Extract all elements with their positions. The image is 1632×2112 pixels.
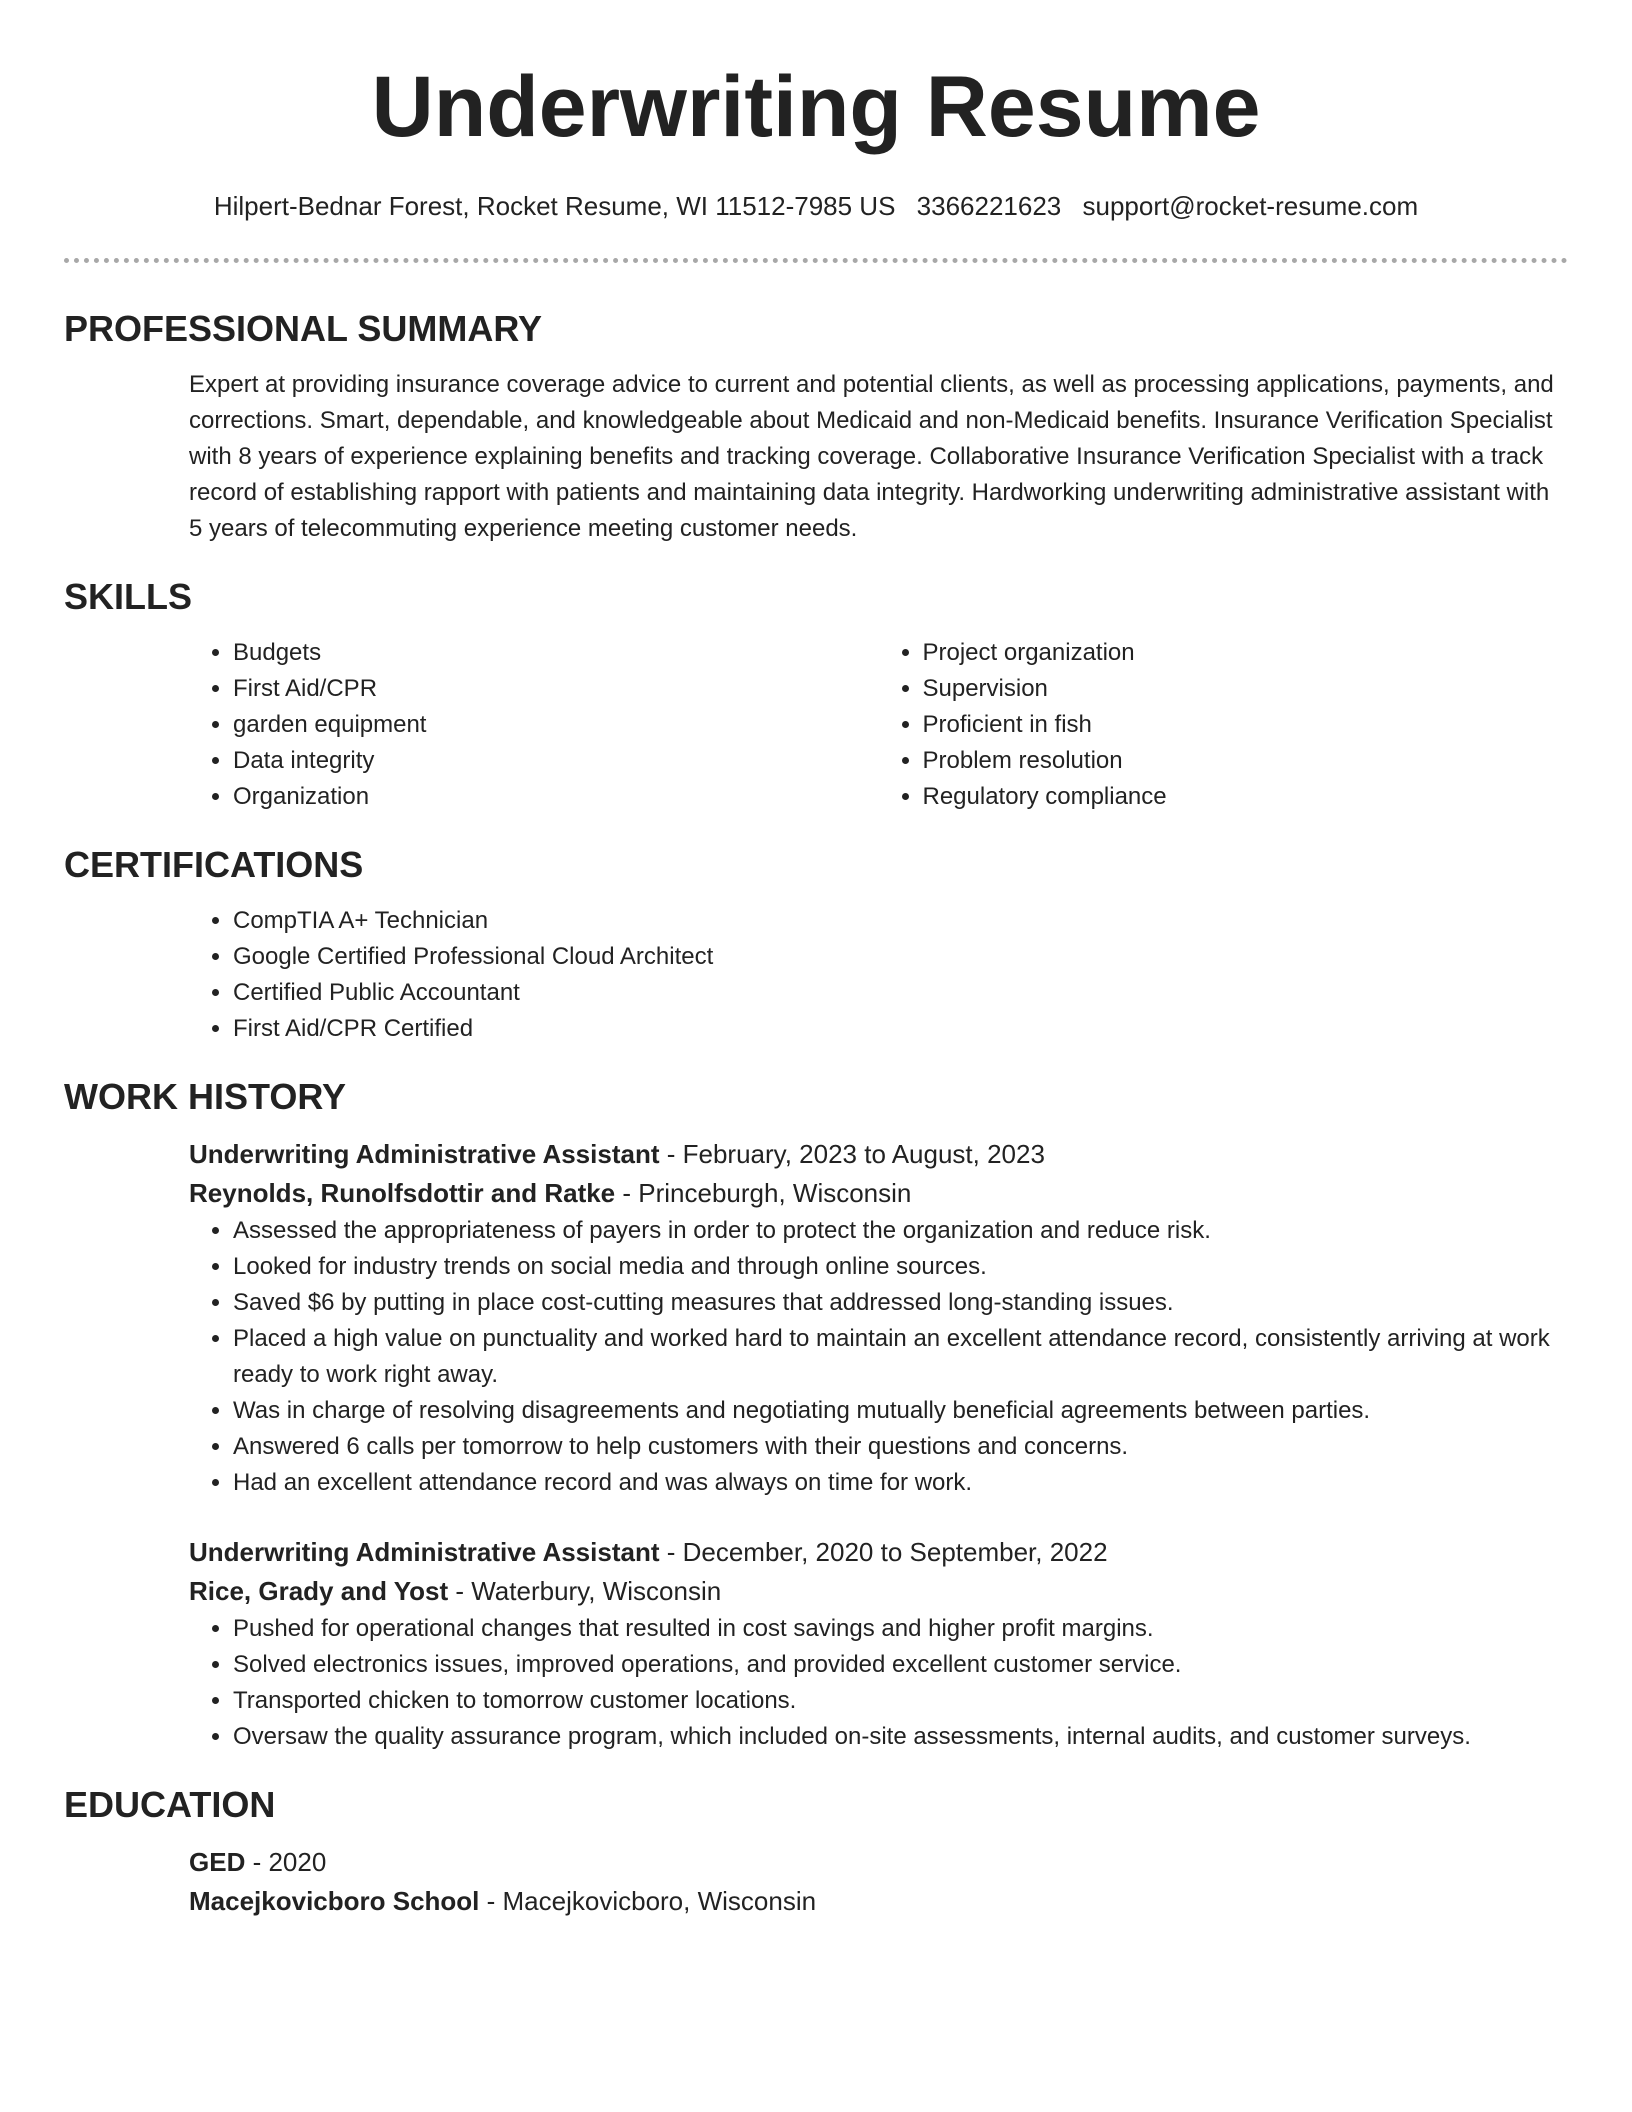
education-entry bbox=[189, 1843, 1568, 1921]
education-degree-line bbox=[189, 1843, 1568, 1882]
job-bullet: • Looked for industry trends on social media and through online sources. bbox=[233, 1249, 1568, 1285]
job-company-line bbox=[189, 1572, 1568, 1611]
job-dates: - February, 2023 to August, 2023 bbox=[659, 1139, 1045, 1169]
contact-line bbox=[64, 188, 1568, 224]
contact-address: Hilpert-Bednar Forest, Rocket Resume, WI 11512-7985 US bbox=[213, 191, 896, 221]
summary-section bbox=[189, 367, 1568, 547]
skills-list-right bbox=[879, 635, 1569, 815]
job-title: Underwriting Administrative Assistant bbox=[189, 1537, 660, 1567]
job-title-line bbox=[189, 1533, 1568, 1572]
job-location: - Waterbury, Wisconsin bbox=[448, 1576, 722, 1606]
skills-section bbox=[189, 635, 1568, 815]
skill-item: • First Aid/CPR bbox=[233, 671, 879, 707]
work-history-heading: WORK HISTORY bbox=[64, 1076, 347, 1117]
job-location: - Princeburgh, Wisconsin bbox=[615, 1178, 912, 1208]
skills-list-left bbox=[189, 635, 879, 815]
education-heading: EDUCATION bbox=[64, 1784, 276, 1825]
header-divider bbox=[64, 258, 1568, 263]
job-bullets bbox=[189, 1611, 1568, 1755]
job-entry bbox=[189, 1533, 1568, 1755]
certifications-section bbox=[189, 903, 1568, 1047]
skill-item: • Supervision bbox=[923, 671, 1569, 707]
job-title: Underwriting Administrative Assistant bbox=[189, 1139, 660, 1169]
job-bullet: • Answered 6 calls per tomorrow to help customers with their questions and concerns. bbox=[233, 1429, 1568, 1465]
skills-heading: SKILLS bbox=[64, 576, 193, 617]
education-year: - 2020 bbox=[245, 1847, 327, 1877]
job-bullet: • Was in charge of resolving disagreements and negotiating mutually beneficial agreements between parties. bbox=[233, 1393, 1568, 1429]
contact-email: support@rocket-resume.com bbox=[1082, 191, 1419, 221]
job-bullet: • Solved electronics issues, improved operations, and provided excellent customer service. bbox=[233, 1647, 1568, 1683]
education-location: - Macejkovicboro, Wisconsin bbox=[479, 1886, 817, 1916]
job-bullet: • Placed a high value on punctuality and worked hard to maintain an excellent attendance record, consistently arriving at work ready to work right away. bbox=[233, 1321, 1568, 1393]
job-bullet: • Saved $6 by putting in place cost-cutting measures that addressed long-standing issues. bbox=[233, 1285, 1568, 1321]
certification-item: • Google Certified Professional Cloud Architect bbox=[233, 939, 1568, 975]
skill-item: • Problem resolution bbox=[923, 743, 1569, 779]
skill-item: • Project organization bbox=[923, 635, 1569, 671]
skill-item: • Organization bbox=[233, 779, 879, 815]
skill-item: • garden equipment bbox=[233, 707, 879, 743]
certification-item: • First Aid/CPR Certified bbox=[233, 1011, 1568, 1047]
job-bullet: • Assessed the appropriateness of payers in order to protect the organization and reduce risk. bbox=[233, 1213, 1568, 1249]
job-bullet: • Pushed for operational changes that resulted in cost savings and higher profit margins. bbox=[233, 1611, 1568, 1647]
skill-item: • Data integrity bbox=[233, 743, 879, 779]
job-bullet: • Oversaw the quality assurance program, which included on-site assessments, internal audits, and customer surveys. bbox=[233, 1719, 1568, 1755]
education-school: Macejkovicboro School bbox=[189, 1886, 480, 1916]
certifications-heading: CERTIFICATIONS bbox=[64, 844, 364, 885]
job-company: Reynolds, Runolfsdottir and Ratke bbox=[189, 1178, 616, 1208]
certification-item: • CompTIA A+ Technician bbox=[233, 903, 1568, 939]
job-bullet: • Had an excellent attendance record and was always on time for work. bbox=[233, 1465, 1568, 1501]
education-degree: GED bbox=[189, 1847, 246, 1877]
job-dates: - December, 2020 to September, 2022 bbox=[659, 1537, 1108, 1567]
summary-heading: PROFESSIONAL SUMMARY bbox=[64, 308, 543, 349]
certification-item: • Certified Public Accountant bbox=[233, 975, 1568, 1011]
certifications-list bbox=[189, 903, 1568, 1047]
skill-item: • Proficient in fish bbox=[923, 707, 1569, 743]
contact-phone: 3366221623 bbox=[916, 191, 1062, 221]
job-title-line bbox=[189, 1135, 1568, 1174]
job-bullets bbox=[189, 1213, 1568, 1501]
summary-text: Expert at providing insurance coverage advice to current and potential clients, as well as processing applications, payments, and corrections. Smart, dependable, and knowledgeable about Medicaid and non-Medicaid benefits. Insurance Verification Specialist with 8 years of experience explaining benefits and tracking coverage. Collaborative Insurance Verification Specialist with a track record of establishing rapport with patients and maintaining data integrity. Hardworking underwriting administrative assistant with 5 years of telecommuting experience meeting customer needs. bbox=[189, 371, 1554, 542]
job-company-line bbox=[189, 1174, 1568, 1213]
resume-title: Underwriting Resume bbox=[371, 59, 1261, 155]
job-company: Rice, Grady and Yost bbox=[189, 1576, 449, 1606]
job-bullet: • Transported chicken to tomorrow customer locations. bbox=[233, 1683, 1568, 1719]
job-entry bbox=[189, 1135, 1568, 1501]
education-school-line bbox=[189, 1882, 1568, 1921]
skill-item: • Budgets bbox=[233, 635, 879, 671]
skill-item: • Regulatory compliance bbox=[923, 779, 1569, 815]
